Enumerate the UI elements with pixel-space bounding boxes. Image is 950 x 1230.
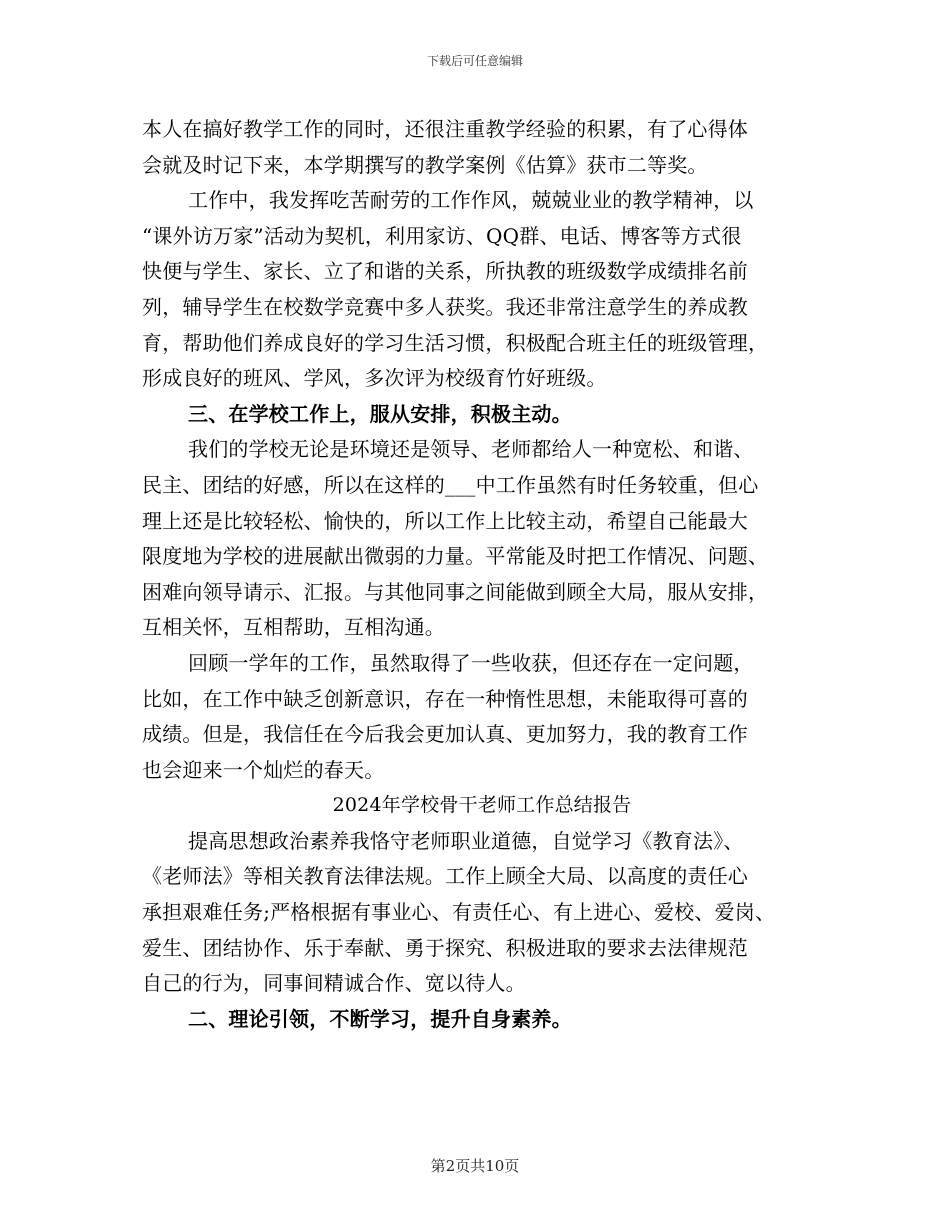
text-line: 成绩。但是，我信任在今后我会更加认真、更加努力，我的教育工作: [142, 722, 748, 747]
section-heading: 三、在学校工作上，服从安排，积极主动。: [188, 401, 572, 426]
text-line: 自己的行为，同事间精诚合作、宽以待人。: [142, 971, 526, 996]
text-line: 爱生、团结协作、乐于奉献、勇于探究、积极进取的要求去法律规范: [142, 935, 748, 960]
text-line: 形成良好的班风、学风，多次评为校级育竹好班级。: [142, 366, 607, 391]
text-line: 民主、团结的好感，所以在这样的___中工作虽然有时任务较重，但心: [142, 472, 759, 497]
text-line: 承担艰难任务;严格根据有事业心、有责任心、有上进心、爱校、爱岗、: [142, 900, 776, 925]
text-line: 回顾一学年的工作，虽然取得了一些收获，但还存在一定问题，: [188, 650, 754, 675]
text-line: 本人在搞好教学工作的同时，还很注重教学经验的积累，有了心得体: [142, 117, 748, 141]
text-line: 我们的学校无论是环境还是领导、老师都给人一种宽松、和谐、: [188, 437, 754, 462]
text-line: 《老师法》等相关教育法律法规。工作上顾全大局、以高度的责任心: [142, 864, 748, 889]
text-line: 会就及时记下来，本学期撰写的教学案例《估算》获市二等奖。: [142, 152, 708, 177]
section-heading: 二、理论引领，不断学习，提升自身素养。: [188, 1006, 572, 1031]
text-line: 限度地为学校的进展献出微弱的力量。平常能及时把工作情况、问题、: [142, 544, 769, 569]
text-line: 理上还是比较轻松、愉快的，所以工作上比较主动，希望自己能最大: [142, 508, 748, 533]
page-number: 第2页共10页: [430, 1157, 520, 1175]
text-line: 比如，在工作中缺乏创新意识，存在一种惰性思想，未能取得可喜的: [142, 686, 748, 711]
text-line: 育，帮助他们养成良好的学习生活习惯，积极配合班主任的班级管理，: [142, 330, 769, 355]
text-line: 提高思想政治素养我恪守老师职业道德，自觉学习《教育法》、: [188, 828, 744, 853]
text-line: 快便与学生、家长、立了和谐的关系，所执教的班级数学成绩排名前: [142, 259, 748, 284]
text-line: 也会迎来一个灿烂的春天。: [142, 757, 385, 782]
text-line: 列，辅导学生在校数学竞赛中多人获奖。我还非常注意学生的养成教: [142, 294, 748, 319]
document-body: [142, 112, 822, 1037]
text-line: 工作中，我发挥吃苦耐劳的工作作风，兢兢业业的教学精神，以: [188, 188, 754, 213]
text-line: 互相关怀，互相帮助，互相沟通。: [142, 615, 445, 640]
document-title: 2024年学校骨干老师工作总结报告: [332, 794, 632, 817]
page-header: 下载后可任意编辑: [426, 54, 523, 68]
text-line: “课外访万家”活动为契机，利用家访、QQ群、电话、博客等方式很: [142, 223, 742, 248]
text-line: 困难向领导请示、汇报。与其他同事之间能做到顾全大局，服从安排，: [142, 579, 769, 604]
